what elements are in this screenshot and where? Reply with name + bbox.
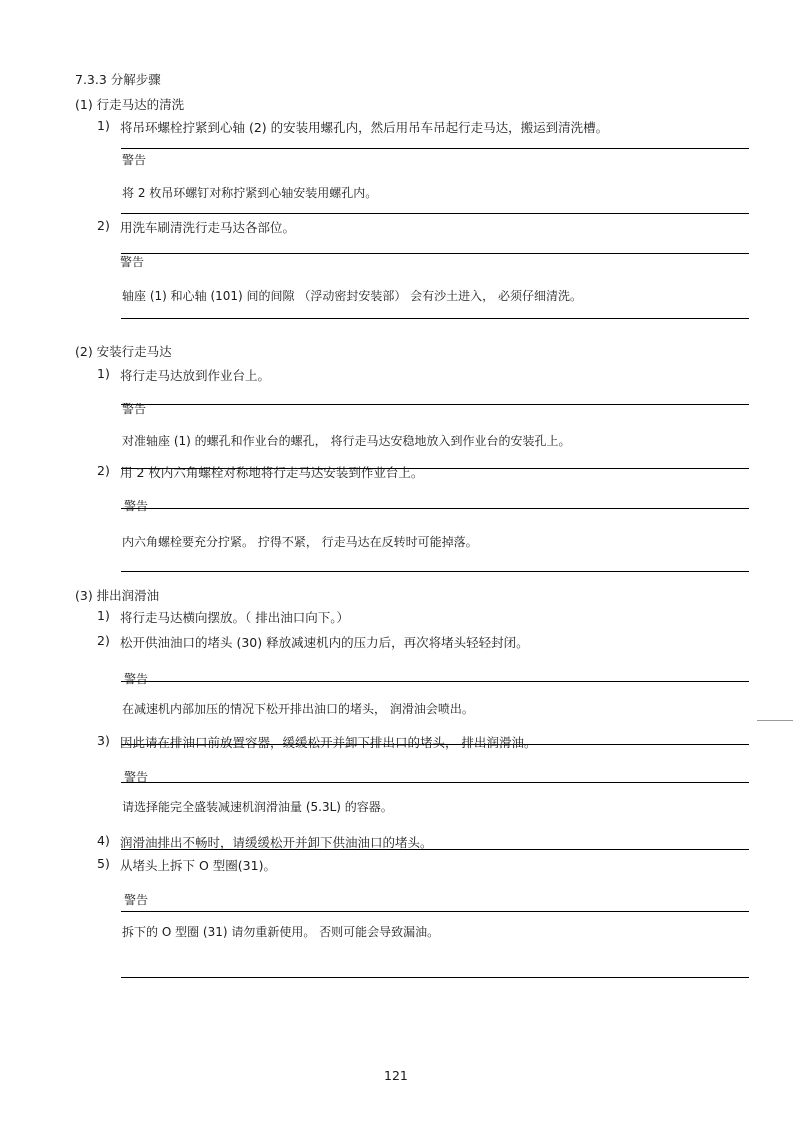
step-text: 将吊环螺栓拧紧到心轴 (2) 的安装用螺孔内，然后用吊车吊起行走马达，搬运到清洗槽。 xyxy=(120,120,609,135)
warning-top-rule xyxy=(121,253,749,254)
step-text: 将行走马达放到作业台上。 xyxy=(120,368,271,383)
warning-bottom-rule xyxy=(121,977,749,978)
step-text: 将行走马达横向摆放。（ 排出油口向下。） xyxy=(120,610,349,625)
step-text: 润滑油排出不畅时，请缓缓松开并卸下供油油口的堵头。 xyxy=(120,835,433,850)
warning-top-rule xyxy=(121,148,749,149)
section-title-cleaning: (1) 行走马达的清洗 xyxy=(75,97,185,112)
warning-body: 在减速机内部加压的情况下松开排出油口的堵头， 润滑油会喷出。 xyxy=(122,702,474,716)
warning-body: 拆下的 O 型圈 (31) 请勿重新使用。 否则可能会导致漏油。 xyxy=(122,925,440,939)
section-title-drain-oil: (3) 排出润滑油 xyxy=(75,588,160,603)
warning-body: 内六角螺栓要充分拧紧。 拧得不紧， 行走马达在反转时可能掉落。 xyxy=(122,535,478,549)
warning-title: 警告 xyxy=(124,499,149,513)
step-number: 1) xyxy=(97,608,110,623)
step-text: 用洗车刷清洗行走马达各部位。 xyxy=(120,220,296,235)
step-text: 松开供油油口的堵头 (30) 释放减速机内的压力后，再次将堵头轻轻封闭。 xyxy=(120,635,529,650)
margin-line xyxy=(757,720,793,721)
step-number: 5) xyxy=(97,856,110,871)
step-number: 4) xyxy=(97,833,110,848)
warning-top-rule xyxy=(121,681,749,682)
warning-top-rule xyxy=(121,911,749,912)
warning-title: 警告 xyxy=(124,770,149,784)
warning-title: 警告 xyxy=(124,893,149,907)
warning-bottom-rule xyxy=(121,213,749,214)
step-text: 用 2 枚内六角螺栓对称地将行走马达安装到作业台上。 xyxy=(120,465,424,480)
warning-body: 轴座 (1) 和心轴 (101) 间的间隙 （浮动密封安装部） 会有沙土进入， 必须仔细清洗。 xyxy=(122,289,582,303)
warning-title: 警告 xyxy=(120,255,145,269)
warning-bottom-rule xyxy=(121,849,749,850)
step-text: 因此请在排油口前放置容器，缓缓松开并卸下排出口的堵头， 排出润滑油。 xyxy=(120,735,537,750)
step-number: 2) xyxy=(97,463,110,478)
step-number: 1) xyxy=(97,118,110,133)
step-text: 从堵头上拆下 O 型圈(31)。 xyxy=(120,858,276,873)
subsection-heading: 7.3.3 分解步骤 xyxy=(75,72,161,87)
step-number: 3) xyxy=(97,733,110,748)
step-number: 1) xyxy=(97,366,110,381)
step-number: 2) xyxy=(97,218,110,233)
warning-body: 请选择能完全盛装减速机润滑油量 (5.3L) 的容器。 xyxy=(122,800,393,814)
warning-body: 对准轴座 (1) 的螺孔和作业台的螺孔， 将行走马达安稳地放入到作业台的安装孔上。 xyxy=(122,434,571,448)
step-number: 2) xyxy=(97,633,110,648)
warning-bottom-rule xyxy=(121,571,749,572)
section-title-mounting: (2) 安装行走马达 xyxy=(75,344,172,359)
warning-top-rule xyxy=(121,508,749,509)
warning-bottom-rule xyxy=(121,318,749,319)
warning-body: 将 2 枚吊环螺钉对称拧紧到心轴安装用螺孔内。 xyxy=(122,186,378,200)
page-number: 121 xyxy=(384,1068,408,1083)
warning-title: 警告 xyxy=(122,402,147,416)
warning-title: 警告 xyxy=(122,153,147,167)
warning-top-rule xyxy=(121,404,749,405)
warning-top-rule xyxy=(121,782,749,783)
warning-title: 警告 xyxy=(124,672,149,686)
